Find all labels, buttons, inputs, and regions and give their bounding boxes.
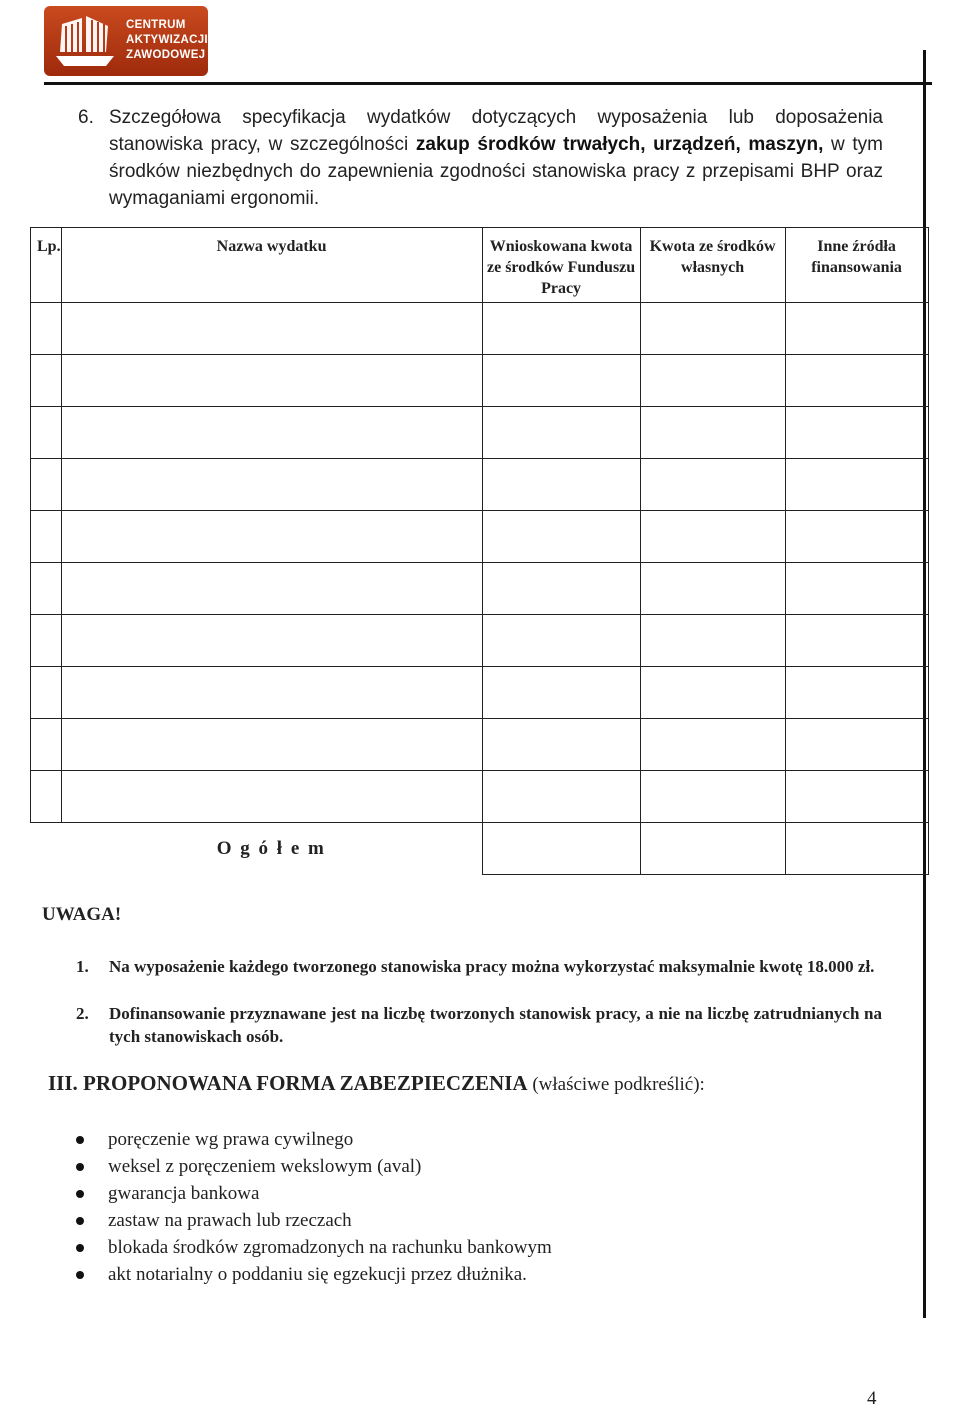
lp-cell[interactable] — [31, 615, 62, 667]
total-fund-cell[interactable] — [482, 823, 640, 875]
lp-cell[interactable] — [31, 407, 62, 459]
table-row — [31, 459, 929, 511]
note-item — [76, 1002, 882, 1048]
other-cell[interactable] — [785, 563, 928, 615]
notes-heading: UWAGA! — [42, 904, 122, 925]
total-own-cell[interactable] — [640, 823, 785, 875]
security-option[interactable] — [108, 1261, 552, 1288]
other-cell[interactable] — [785, 615, 928, 667]
section-6-text-part-b: w tym środków niezbędnych do zapewnienia zgodności stanowiska pracy z przepisami BHP oraz wymaganiami ergonomii. — [109, 134, 883, 209]
name-cell[interactable] — [61, 667, 482, 719]
table-row — [31, 303, 929, 355]
security-option[interactable] — [108, 1153, 552, 1180]
other-cell[interactable] — [785, 459, 928, 511]
security-option-label: akt notarialny o poddaniu się egzekucji przez dłużnika. — [108, 1264, 527, 1285]
own-cell[interactable] — [640, 407, 785, 459]
table-total-row — [31, 823, 929, 875]
column-header-lp: Lp. — [31, 228, 62, 303]
table-row — [31, 407, 929, 459]
expenses-table — [30, 227, 929, 875]
security-option-label: poręczenie wg prawa cywilnego — [108, 1129, 354, 1150]
table-row — [31, 615, 929, 667]
name-cell[interactable] — [61, 771, 482, 823]
bullet-icon — [76, 1163, 84, 1171]
total-other-cell[interactable] — [785, 823, 928, 875]
column-header-own-amount: Kwota ze środków własnych — [640, 228, 785, 303]
note-text: Dofinansowanie przyznawane jest na liczbę tworzonych stanowisk pracy, a nie na liczbę zatrudnianych na tych stanowiskach osób. — [109, 1004, 882, 1046]
fund-cell[interactable] — [482, 355, 640, 407]
security-option[interactable] — [108, 1234, 552, 1261]
table-row — [31, 355, 929, 407]
lp-cell[interactable] — [31, 667, 62, 719]
column-header-other-sources: Inne źródła finansowania — [785, 228, 928, 303]
fund-cell[interactable] — [482, 771, 640, 823]
bullet-icon — [76, 1244, 84, 1252]
fund-cell[interactable] — [482, 407, 640, 459]
bullet-icon — [76, 1271, 84, 1279]
security-options-list — [108, 1126, 552, 1288]
bullet-icon — [76, 1190, 84, 1198]
own-cell[interactable] — [640, 563, 785, 615]
section-6-text — [109, 104, 883, 212]
header-rule — [44, 82, 932, 85]
total-label: O g ó ł e m — [216, 837, 326, 859]
name-cell[interactable] — [61, 563, 482, 615]
lp-cell[interactable] — [31, 355, 62, 407]
column-header-fund-amount: Wnioskowana kwota ze środków Funduszu Pracy — [482, 228, 640, 303]
section-3-heading — [48, 1071, 705, 1096]
other-cell[interactable] — [785, 303, 928, 355]
own-cell[interactable] — [640, 667, 785, 719]
fund-cell[interactable] — [482, 511, 640, 563]
security-option-label: zastaw na prawach lub rzeczach — [108, 1210, 352, 1231]
own-cell[interactable] — [640, 303, 785, 355]
section-6-text-bold: zakup środków trwałych, urządzeń, maszyn, — [415, 134, 824, 155]
fund-cell[interactable] — [482, 459, 640, 511]
other-cell[interactable] — [785, 511, 928, 563]
table-row — [31, 563, 929, 615]
security-option[interactable] — [108, 1207, 552, 1234]
name-cell[interactable] — [61, 407, 482, 459]
table-row — [31, 719, 929, 771]
sailboat-icon — [52, 12, 118, 70]
table-row — [31, 511, 929, 563]
security-option-label: blokada środków zgromadzonych na rachunku bankowym — [108, 1237, 552, 1258]
note-item — [76, 955, 882, 978]
fund-cell[interactable] — [482, 667, 640, 719]
page-number: 4 — [867, 1388, 877, 1409]
lp-cell[interactable] — [31, 771, 62, 823]
name-cell[interactable] — [61, 719, 482, 771]
other-cell[interactable] — [785, 667, 928, 719]
table-row — [31, 771, 929, 823]
security-option[interactable] — [108, 1180, 552, 1207]
lp-cell[interactable] — [31, 511, 62, 563]
own-cell[interactable] — [640, 771, 785, 823]
name-cell[interactable] — [61, 303, 482, 355]
name-cell[interactable] — [61, 615, 482, 667]
own-cell[interactable] — [640, 511, 785, 563]
own-cell[interactable] — [640, 355, 785, 407]
section-3-hint: (właściwe podkreślić): — [527, 1074, 705, 1095]
section-6-number: 6. — [78, 107, 94, 128]
own-cell[interactable] — [640, 459, 785, 511]
other-cell[interactable] — [785, 355, 928, 407]
section-6-text-part-a: Szczegółowa specyfikacja wydatków dotyczących wyposażenia lub doposażenia stanowiska pracy, w szczególności — [109, 107, 883, 155]
organization-logo — [44, 6, 208, 76]
name-cell[interactable] — [61, 511, 482, 563]
table-header-row — [31, 228, 929, 303]
section-6-paragraph — [78, 104, 883, 212]
security-option-label: gwarancja bankowa — [108, 1183, 260, 1204]
fund-cell[interactable] — [482, 303, 640, 355]
lp-cell[interactable] — [31, 459, 62, 511]
logo-text-line-3: ZAWODOWEJ — [126, 49, 206, 61]
own-cell[interactable] — [640, 615, 785, 667]
note-text: Na wyposażenie każdego tworzonego stanowiska pracy można wykorzystać maksymalnie kwotę 18.000 zł. — [109, 957, 875, 976]
lp-cell[interactable] — [31, 719, 62, 771]
fund-cell[interactable] — [482, 615, 640, 667]
security-option-label: weksel z poręczeniem wekslowym (aval) — [108, 1156, 422, 1177]
note-number: 2. — [76, 1004, 89, 1023]
section-3-title: III. PROPONOWANA FORMA ZABEZPIECZENIA — [48, 1071, 528, 1095]
total-empty-cell — [31, 823, 62, 875]
logo-text-line-2: AKTYWIZACJI — [126, 34, 208, 46]
note-number: 1. — [76, 957, 89, 976]
fund-cell[interactable] — [482, 719, 640, 771]
bullet-icon — [76, 1217, 84, 1225]
other-cell[interactable] — [785, 771, 928, 823]
column-header-name: Nazwa wydatku — [61, 228, 482, 303]
other-cell[interactable] — [785, 407, 928, 459]
lp-cell[interactable] — [31, 563, 62, 615]
other-cell[interactable] — [785, 719, 928, 771]
security-option[interactable] — [108, 1126, 552, 1153]
name-cell[interactable] — [61, 459, 482, 511]
name-cell[interactable] — [61, 355, 482, 407]
own-cell[interactable] — [640, 719, 785, 771]
table-row — [31, 667, 929, 719]
fund-cell[interactable] — [482, 563, 640, 615]
logo-text-line-1: CENTRUM — [126, 19, 186, 31]
bullet-icon — [76, 1136, 84, 1144]
lp-cell[interactable] — [31, 303, 62, 355]
